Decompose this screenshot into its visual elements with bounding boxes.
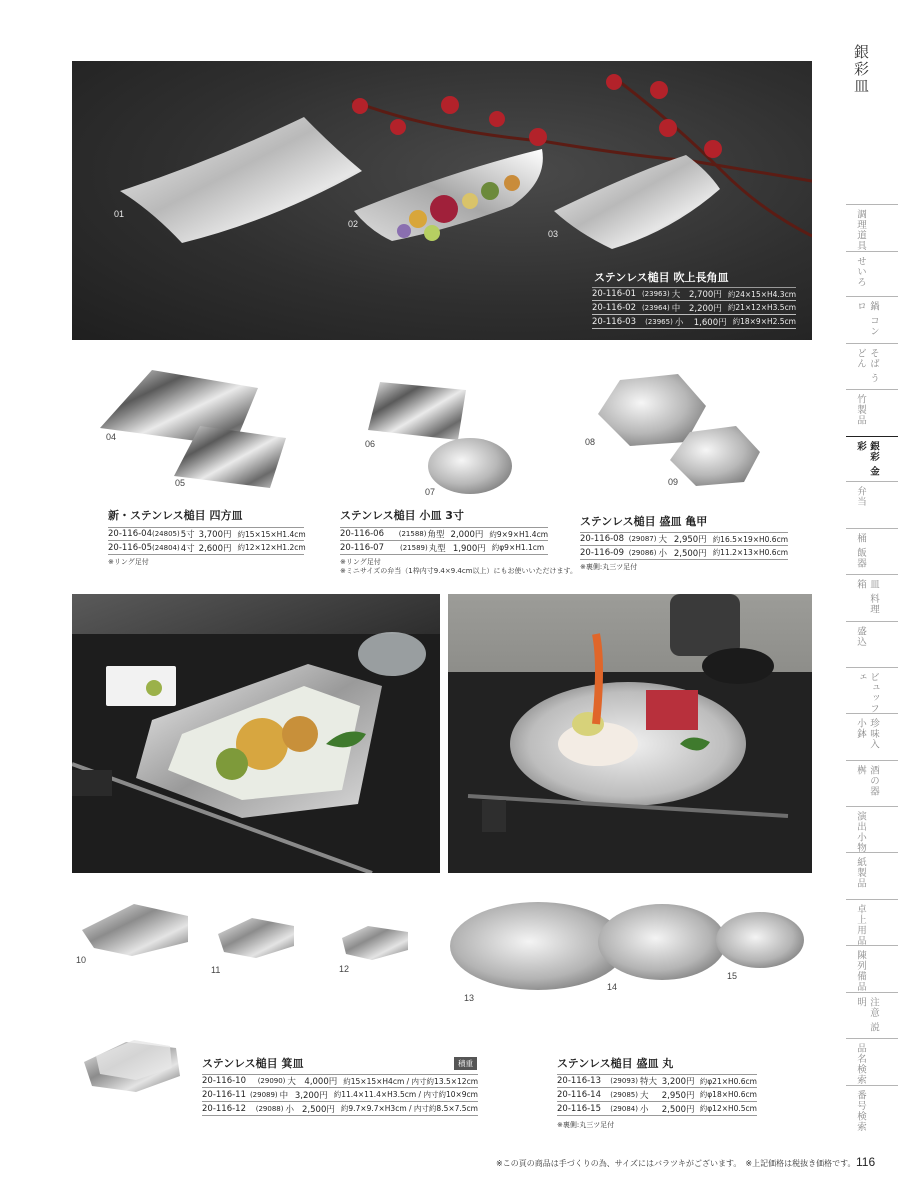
item-number-06: 06	[365, 439, 376, 449]
item-number-01: 01	[114, 209, 125, 219]
product-code: 20-116-12	[202, 1103, 246, 1114]
product-title: ステンレス槌目 吹上長角皿	[594, 271, 729, 284]
product-price: 3,700円	[198, 530, 232, 540]
product-subcode: (24804)	[152, 543, 180, 552]
spec-row	[580, 546, 788, 560]
side-index-item[interactable]	[846, 806, 898, 855]
product-subcode: (29089)	[249, 1090, 278, 1099]
side-index-label: そば うどん	[855, 348, 879, 384]
item-number-08: 08	[585, 437, 596, 447]
product-code: 20-116-05	[108, 542, 152, 553]
footer-note: ※この頁の商品は手づくりの為、サイズにはバラツキがございます。 ※上記価格は税抜き価格です。	[496, 1159, 856, 1168]
product-price: 3,200円	[294, 1090, 328, 1101]
item-number-14: 14	[607, 982, 618, 992]
product-subcode: (29090)	[257, 1077, 286, 1085]
item-number-10: 10	[76, 955, 87, 965]
product-subcode: (24805)	[152, 530, 180, 538]
spec-row	[592, 315, 796, 329]
spec-table	[108, 527, 304, 555]
product-size: 小	[639, 1104, 649, 1115]
product-title: ステンレス槌目 盛皿 丸	[557, 1057, 674, 1070]
side-index-label: 陳列備品	[855, 950, 866, 992]
product-code: 20-116-03	[592, 316, 636, 327]
spec-row	[340, 527, 548, 541]
side-index-label: 銀彩 金彩	[855, 441, 879, 477]
product-price: 2,200円	[689, 303, 722, 314]
side-index-label: 品名検索	[855, 1043, 866, 1085]
product-dimensions: 約11.4×11.4×H3.5cm / 内寸約10×9cm	[333, 1090, 478, 1099]
spec-row	[108, 541, 304, 555]
product-dimensions: 約18×9×H2.5cm	[732, 317, 796, 326]
spec-table	[592, 287, 796, 329]
row2-product-images	[90, 360, 810, 500]
hero-photo	[72, 61, 812, 340]
spec-row	[592, 287, 796, 301]
product-size: 小	[658, 548, 667, 559]
product-subcode: (23964)	[641, 303, 670, 312]
spec-row	[340, 541, 548, 555]
product-price: 4,000円	[304, 1077, 338, 1087]
product-price: 1,900円	[452, 543, 486, 554]
side-index-item[interactable]	[846, 992, 898, 1041]
item-number-05: 05	[175, 478, 186, 488]
side-index-item[interactable]	[846, 251, 898, 300]
product-code: 20-116-04	[108, 529, 152, 539]
product-note: ※リング足付	[108, 558, 149, 566]
item-number-15: 15	[727, 971, 738, 981]
stackable-badge: 積重	[454, 1057, 477, 1070]
product-code: 20-116-15	[557, 1103, 601, 1114]
side-index-label: 弁当	[855, 486, 866, 507]
side-index-item[interactable]	[846, 667, 898, 716]
plate-12	[342, 926, 408, 960]
product-size: 小	[674, 317, 684, 328]
side-index-label: 卓上用品	[855, 904, 866, 946]
product-code: 20-116-08	[580, 534, 624, 544]
side-index-item[interactable]	[846, 389, 898, 438]
product-note: ※裏側:丸三ツ足付	[557, 1121, 615, 1129]
spec-row	[592, 301, 796, 315]
product-subcode: (21589)	[400, 543, 428, 552]
product-code: 20-116-09	[580, 547, 624, 558]
product-size: 特大	[639, 1077, 657, 1087]
plate-07	[428, 438, 512, 494]
product-dimensions: 約15×15×H1.4cm	[237, 529, 306, 539]
product-code: 20-116-13	[557, 1076, 601, 1086]
product-subcode: (29088)	[255, 1104, 284, 1113]
side-index-label: 盛込	[855, 626, 866, 647]
product-price: 2,500円	[673, 548, 707, 559]
item-number-11: 11	[211, 965, 221, 975]
product-subcode: (23965)	[645, 317, 673, 326]
side-index-label: 珍味入 小鉢	[855, 718, 879, 750]
side-index-item[interactable]	[846, 899, 898, 948]
product-code: 20-116-11	[202, 1089, 246, 1100]
product-price: 2,000円	[450, 530, 484, 540]
side-index-item[interactable]	[846, 204, 898, 253]
product-title: 新・ステンレス槌目 四方皿	[108, 509, 243, 522]
plate-14	[598, 904, 726, 980]
product-dimensions: 約φ18×H0.6cm	[699, 1090, 757, 1099]
product-price: 2,500円	[302, 1104, 335, 1115]
spec-row	[557, 1102, 757, 1116]
spec-row	[202, 1074, 478, 1088]
product-code: 20-116-14	[557, 1089, 601, 1100]
product-size: 丸型	[428, 543, 446, 554]
side-index-item[interactable]	[846, 481, 898, 530]
plate-11	[218, 918, 294, 958]
product-note: ※ミニサイズの弁当（1枠内寸9.4×9.4cm以上）にもお使いいただけます。	[340, 567, 577, 575]
spec-row	[108, 527, 304, 541]
product-code: 20-116-06	[340, 529, 384, 539]
product-dimensions: 約9×9×H1.4cm	[489, 529, 548, 539]
item-number-02: 02	[348, 219, 359, 229]
product-dimensions: 約φ12×H0.5cm	[699, 1104, 757, 1113]
product-dimensions: 約21×12×H3.5cm	[727, 303, 796, 312]
product-dimensions: 約φ9×H1.1cm	[491, 543, 545, 552]
product-code: 20-116-10	[202, 1076, 246, 1086]
item-number-07: 07	[425, 487, 436, 497]
tempura-photo	[72, 594, 440, 873]
row4-product-images	[72, 890, 812, 1000]
side-index-item[interactable]	[846, 296, 898, 345]
product-price: 2,950円	[673, 535, 707, 545]
side-index-label: 番号検索	[855, 1090, 866, 1132]
product-code: 20-116-02	[592, 302, 636, 313]
plate-10	[82, 904, 188, 956]
tempura-illustration	[72, 594, 440, 873]
spec-table	[340, 527, 548, 555]
product-price: 2,950円	[661, 1090, 695, 1101]
plate-06	[368, 382, 466, 440]
product-size: 小	[285, 1104, 294, 1115]
side-index-item[interactable]	[846, 528, 898, 577]
side-index-label: 鍋 コンロ	[855, 301, 879, 337]
product-title: ステンレス槌目 盛皿 亀甲	[580, 515, 708, 528]
product-code: 20-116-01	[592, 289, 636, 299]
product-subcode: (29086)	[628, 548, 657, 557]
side-index-label: 調理道具	[855, 209, 866, 251]
side-index-label: 桶 飯器	[855, 533, 866, 569]
side-index-label: 紙製品	[855, 857, 866, 889]
side-index-label: 皿 料理箱	[855, 579, 879, 615]
spec-table	[202, 1074, 478, 1116]
side-index-item[interactable]	[846, 1085, 898, 1134]
sashimi-photo	[448, 594, 812, 873]
product-size: 角型	[427, 530, 445, 540]
side-index-item[interactable]	[846, 760, 898, 809]
product-size: 中	[671, 303, 681, 314]
item-number-03: 03	[548, 229, 559, 239]
side-index-label: せいろ	[855, 256, 866, 288]
item-number-13: 13	[464, 993, 475, 1003]
side-index-label: 酒の器 桝	[855, 765, 879, 797]
spec-row	[557, 1074, 757, 1088]
product-subcode: (29085)	[610, 1090, 638, 1099]
product-size: 大	[639, 1090, 649, 1101]
product-size: 大	[658, 535, 667, 545]
product-price: 2,600円	[198, 543, 232, 554]
spec-table	[557, 1074, 757, 1116]
side-index-item[interactable]	[846, 945, 898, 994]
product-title: ステンレス槌目 小皿 3寸	[340, 509, 464, 522]
product-subcode: (23963)	[641, 290, 670, 298]
side-index-label: 竹製品	[855, 394, 866, 426]
side-index-item[interactable]	[846, 713, 898, 762]
spec-row	[557, 1088, 757, 1102]
item-number-09: 09	[668, 477, 679, 487]
product-dimensions: 約12×12×H1.2cm	[237, 543, 306, 552]
stacked-plates-image	[80, 1036, 190, 1100]
spec-row	[202, 1102, 478, 1116]
item-number-12: 12	[339, 964, 350, 974]
spec-row	[580, 532, 788, 546]
spec-row	[202, 1088, 478, 1102]
side-index-item[interactable]	[846, 1038, 898, 1087]
sashimi-illustration	[448, 594, 812, 873]
product-dimensions: 約24×15×H4.3cm	[727, 289, 796, 299]
plate-15	[716, 912, 804, 968]
product-dimensions: 約16.5×19×H0.6cm	[712, 534, 788, 544]
product-dimensions: 約15×15×H4cm / 内寸約13.5×12cm	[343, 1076, 478, 1086]
product-price: 1,600円	[693, 317, 727, 328]
product-price: 3,200円	[661, 1077, 695, 1087]
side-index-label: 注意 説明	[855, 997, 879, 1033]
side-index-item[interactable]	[846, 852, 898, 901]
product-title: ステンレス槌目 箕皿	[202, 1057, 304, 1070]
product-note: ※裏側:丸三ツ足付	[580, 563, 638, 571]
side-index-item[interactable]	[846, 436, 898, 485]
side-index-item[interactable]	[846, 343, 898, 392]
side-index-label: 演出小物	[855, 811, 866, 853]
product-dimensions: 約9.7×9.7×H3cm / 内寸約8.5×7.5cm	[340, 1104, 478, 1113]
product-price: 2,700円	[689, 290, 722, 300]
product-subcode: (21588)	[398, 530, 427, 538]
side-index-label: ビュッフェ	[855, 672, 879, 714]
product-subcode: (29093)	[610, 1077, 638, 1085]
product-size: 大	[287, 1077, 296, 1087]
item-number-04: 04	[106, 432, 117, 442]
product-subcode: (29087)	[628, 535, 657, 543]
product-size: 大	[671, 290, 681, 300]
spec-table	[580, 532, 788, 560]
product-dimensions: 約φ21×H0.6cm	[699, 1076, 757, 1086]
page-number: 116	[856, 1155, 876, 1169]
product-price: 2,500円	[661, 1104, 695, 1115]
product-code: 20-116-07	[340, 542, 384, 553]
section-title: 銀彩皿	[852, 44, 870, 95]
side-index-item[interactable]	[846, 621, 898, 670]
product-dimensions: 約11.2×13×H0.6cm	[712, 548, 788, 557]
product-size: 5寸	[180, 530, 195, 540]
side-index-item[interactable]	[846, 574, 898, 623]
product-note: ※リング足付	[340, 558, 381, 566]
product-size: 中	[279, 1090, 289, 1101]
product-subcode: (29084)	[610, 1104, 638, 1113]
product-size: 4寸	[180, 543, 195, 554]
